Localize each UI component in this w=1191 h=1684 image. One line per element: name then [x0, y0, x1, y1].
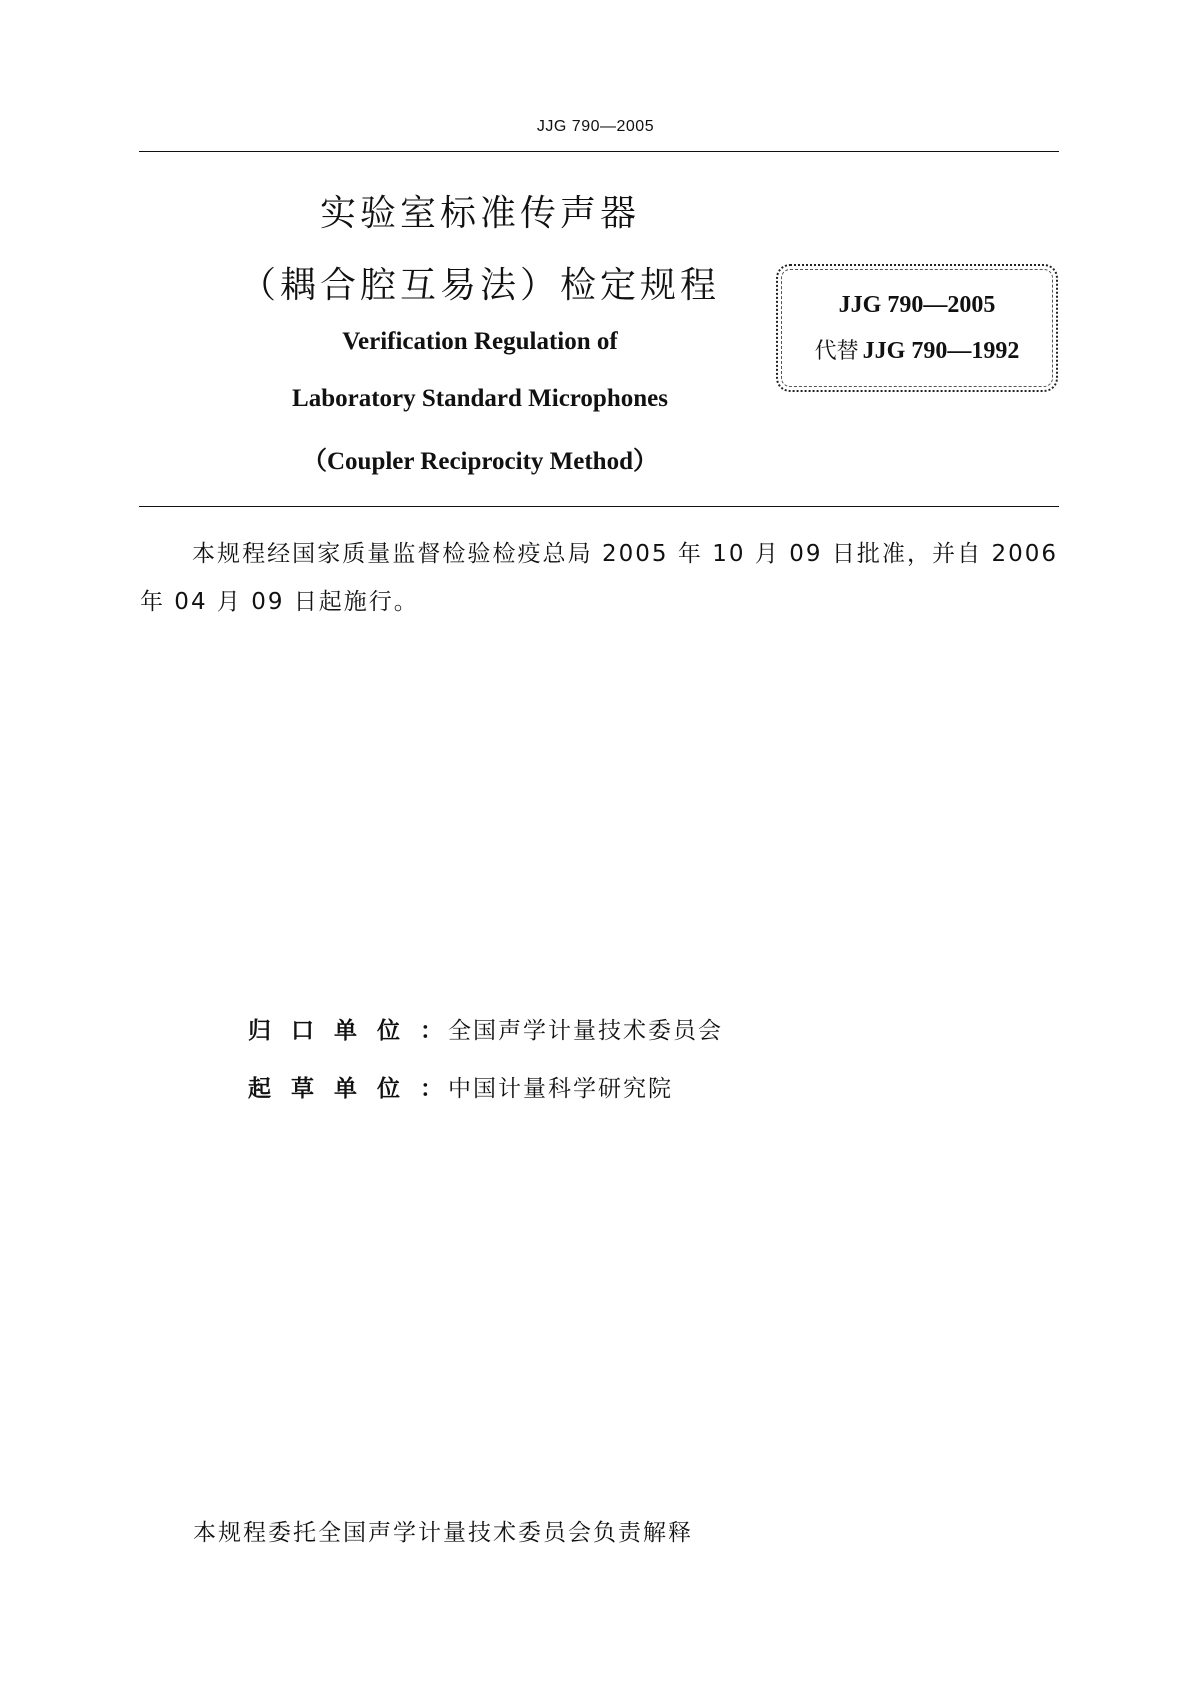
responsible-unit-value: 全国声学计量技术委员会: [448, 1018, 723, 1044]
drafting-unit-value: 中国计量科学研究院: [448, 1076, 673, 1102]
current-standard-code: JJG 790—2005: [838, 292, 996, 318]
responsible-unit-label: 归口单位：: [248, 1018, 463, 1044]
title-chinese-line-2: （耦合腔互易法）检定规程: [239, 265, 720, 306]
replaced-standard-line: [778, 334, 1056, 365]
drafting-unit-label: 起草单位：: [248, 1076, 463, 1102]
title-chinese-line-1: 实验室标准传声器: [319, 193, 640, 234]
approval-statement: 本规程经国家质量监督检验检疫总局 2005 年 10 月 09 日批准，并自 2006 年 04 月 09 日起施行。: [140, 541, 1058, 615]
standard-code-box: [776, 264, 1058, 392]
header-standard-code: JJG 790—2005: [536, 118, 655, 135]
replaces-prefix: 代替: [814, 339, 859, 364]
drafting-unit-row: [248, 1070, 673, 1103]
title-english-line-2: Laboratory Standard Microphones: [292, 385, 668, 412]
interpretation-note: 本规程委托全国声学计量技术委员会负责解释: [193, 1520, 693, 1546]
title-english-line-3: （Coupler Reciprocity Method）: [302, 448, 658, 475]
title-english-line-1: Verification Regulation of: [342, 328, 618, 355]
title-bottom-rule: [139, 506, 1059, 507]
replaced-standard-code: JJG 790—1992: [862, 338, 1020, 364]
header-rule: [139, 151, 1059, 152]
responsible-unit-row: [248, 1012, 723, 1045]
